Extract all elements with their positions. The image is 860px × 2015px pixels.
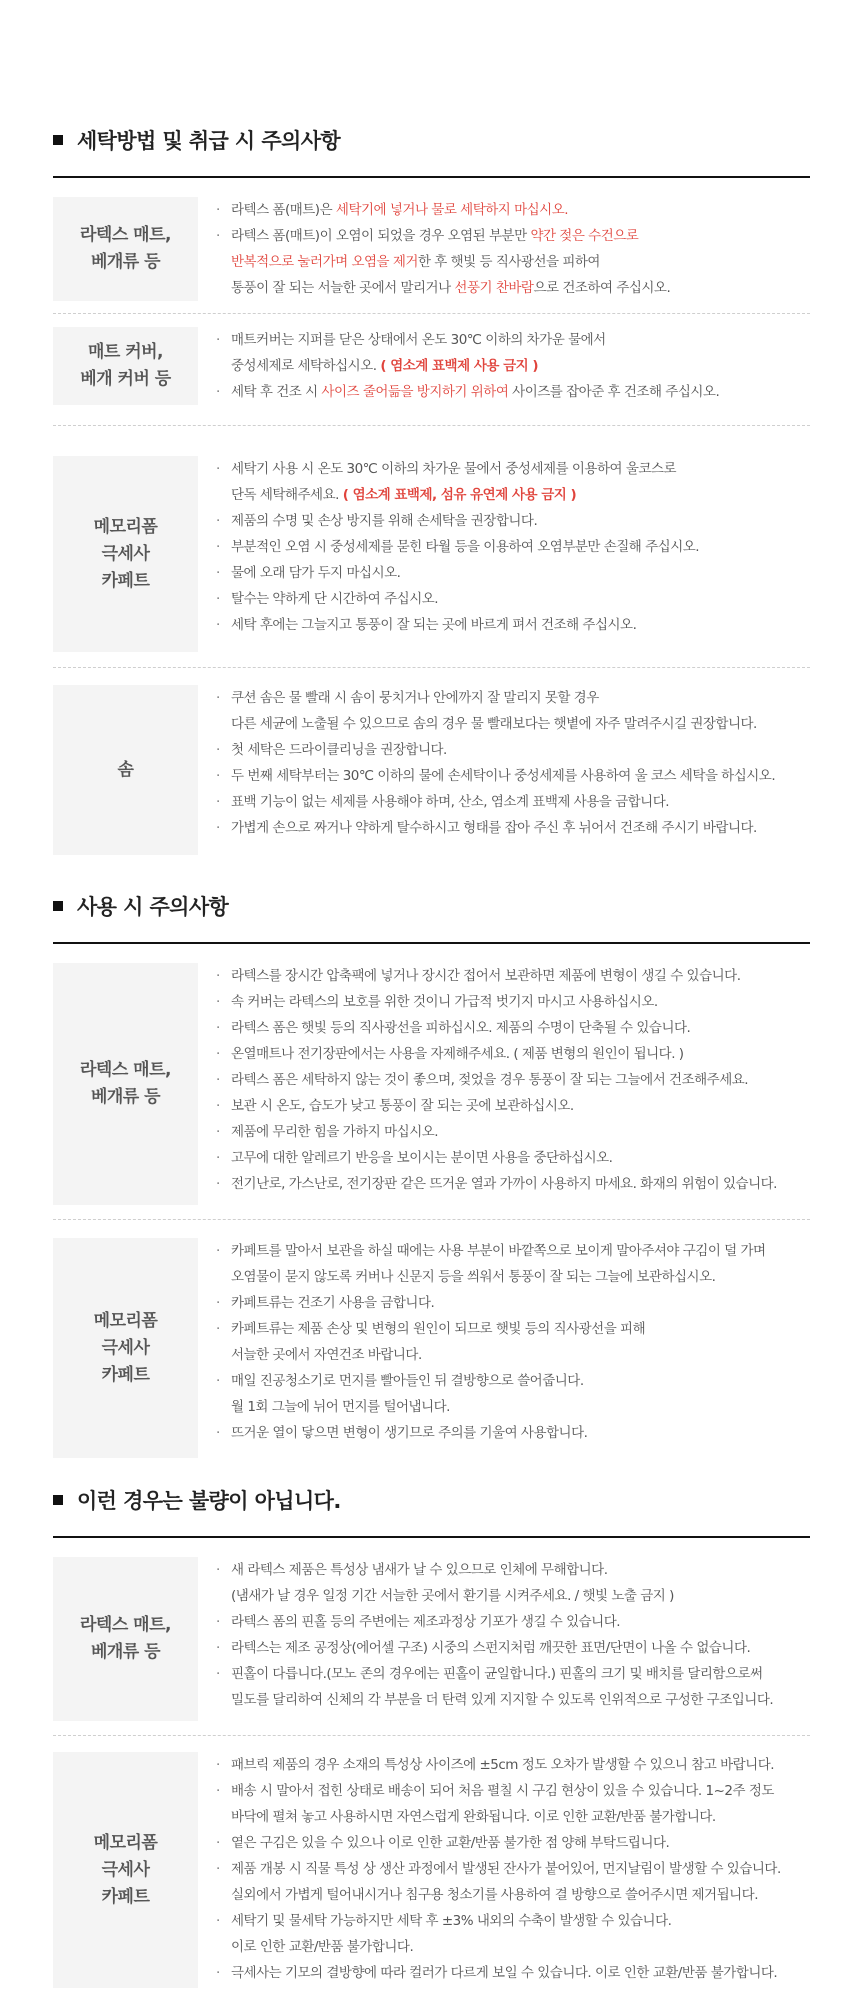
line-text-highlight: 선풍기 찬바람 bbox=[454, 280, 534, 296]
line-text: 첫 세탁은 드라이클리닝을 권장합니다. bbox=[231, 742, 447, 758]
line-text: 고무에 대한 알레르기 반응을 보이시는 분이면 사용을 중단하십시오. bbox=[231, 1150, 613, 1166]
dot-bullet-icon: · bbox=[216, 1861, 220, 1877]
line-text: 실외에서 가볍게 털어내시거나 침구용 청소기를 사용하여 결 방향으로 쓸어주시면 제거됩니다. bbox=[231, 1887, 759, 1903]
line-text: 제품의 수명 및 손상 방지를 위해 손세탁을 권장합니다. bbox=[231, 513, 538, 529]
line-text: 이로 인한 교환/반품 불가합니다. bbox=[231, 1939, 414, 1955]
dot-bullet-icon: · bbox=[216, 1124, 220, 1140]
dot-bullet-icon: · bbox=[216, 1835, 220, 1851]
section-title-text: 사용 시 주의사항 bbox=[77, 895, 229, 919]
dot-bullet-icon: · bbox=[216, 1176, 220, 1192]
category-label: 라텍스 매트, 베개류 등 bbox=[80, 1060, 171, 1107]
dot-bullet-icon: · bbox=[216, 820, 220, 836]
line-text: 서늘한 곳에서 자연건조 바랍니다. bbox=[231, 1347, 422, 1363]
line-text: 패브릭 제품의 경우 소재의 특성상 사이즈에 ±5cm 정도 오차가 발생할 수 있으니 참고 바랍니다. bbox=[231, 1757, 775, 1773]
square-bullet-icon bbox=[53, 901, 63, 911]
line-text: 매트커버는 지퍼를 닫은 상태에서 온도 30℃ 이하의 차가운 물에서 bbox=[231, 332, 606, 348]
line-text-highlight: ( 염소계 표백제 사용 금지 ) bbox=[380, 358, 539, 374]
line-text-highlight: 사이즈 줄어듦을 방지하기 위하여 bbox=[321, 384, 509, 400]
line-text: 카페트류는 제품 손상 및 변형의 원인이 되므로 햇빛 등의 직사광선을 피해 bbox=[231, 1321, 646, 1337]
dot-bullet-icon: · bbox=[216, 1666, 220, 1682]
dot-bullet-icon: · bbox=[216, 384, 220, 400]
line-text: 세탁 후 건조 시 bbox=[231, 384, 322, 400]
dot-bullet-icon: · bbox=[216, 1614, 220, 1630]
line-text: 탈수는 약하게 단 시간하여 주십시오. bbox=[231, 591, 439, 607]
dot-bullet-icon: · bbox=[216, 1020, 220, 1036]
line-text: 뜨거운 열이 닿으면 변형이 생기므로 주의를 기울여 사용합니다. bbox=[231, 1425, 588, 1441]
line-text: 옅은 구김은 있을 수 있으나 이로 인한 교환/반품 불가한 점 양해 부탁드립니다. bbox=[231, 1835, 670, 1851]
category-label: 라텍스 매트, 베개류 등 bbox=[80, 1615, 171, 1662]
line-text: 중성세제로 세탁하십시오. bbox=[231, 358, 381, 374]
dot-bullet-icon: · bbox=[216, 1783, 220, 1799]
dot-bullet-icon: · bbox=[216, 1425, 220, 1441]
dot-bullet-icon: · bbox=[216, 1046, 220, 1062]
line-text: 제품에 무리한 힘을 가하지 마십시오. bbox=[231, 1124, 439, 1140]
line-text: 제품 개봉 시 직물 특성 상 생산 과정에서 발생된 잔사가 붙어있어, 먼지날림이 발생할 수 있습니다. bbox=[231, 1861, 781, 1877]
square-bullet-icon bbox=[53, 135, 63, 145]
line-text: 쿠션 솜은 물 빨래 시 솜이 뭉치거나 안에까지 잘 말리지 못할 경우 bbox=[231, 690, 599, 706]
line-text: 오염물이 묻지 않도록 커버나 신문지 등을 씌워서 통풍이 잘 되는 그늘에 보관하십시오. bbox=[231, 1269, 716, 1285]
dot-bullet-icon: · bbox=[216, 1243, 220, 1259]
line-text: 라텍스 폼은 세탁하지 않는 것이 좋으며, 젖었을 경우 통풍이 잘 되는 그늘에서 건조해주세요. bbox=[231, 1072, 749, 1088]
dot-bullet-icon: · bbox=[216, 461, 220, 477]
dot-bullet-icon: · bbox=[216, 228, 220, 244]
category-label-box bbox=[53, 685, 198, 855]
dot-bullet-icon: · bbox=[216, 690, 220, 706]
category-label-box bbox=[53, 1238, 198, 1458]
dashed-divider bbox=[53, 425, 810, 426]
dot-bullet-icon: · bbox=[216, 1562, 220, 1578]
category-label-box bbox=[53, 1557, 198, 1721]
line-text: 속 커버는 라텍스의 보호를 위한 것이니 가급적 벗기지 마시고 사용하십시오. bbox=[231, 994, 658, 1010]
dashed-divider bbox=[53, 313, 810, 314]
category-label: 라텍스 매트, 베개류 등 bbox=[80, 225, 171, 272]
dot-bullet-icon: · bbox=[216, 1757, 220, 1773]
line-text: 부분적인 오염 시 중성세제를 묻힌 타월 등을 이용하여 오염부분만 손질해 주십시오. bbox=[231, 539, 700, 555]
line-text: 세탁기 사용 시 온도 30℃ 이하의 차가운 물에서 중성세제를 이용하여 울코스로 bbox=[231, 461, 676, 477]
line-text: 극세사는 기모의 결방향에 따라 컬러가 다르게 보일 수 있습니다. 이로 인한 교환/반품 불가합니다. bbox=[231, 1965, 778, 1981]
category-label-box bbox=[53, 197, 198, 301]
line-text: 라텍스는 제조 공정상(에어셀 구조) 시중의 스펀지처럼 깨끗한 표면/단면이 나올 수 없습니다. bbox=[231, 1640, 751, 1656]
dot-bullet-icon: · bbox=[216, 1321, 220, 1337]
line-text: 물에 오래 담가 두지 마십시오. bbox=[231, 565, 401, 581]
section-title bbox=[53, 1480, 810, 1520]
dot-bullet-icon: · bbox=[216, 994, 220, 1010]
dashed-divider bbox=[53, 667, 810, 668]
dot-bullet-icon: · bbox=[216, 1072, 220, 1088]
dashed-divider bbox=[53, 1219, 810, 1220]
section-title-text: 세탁방법 및 취급 시 주의사항 bbox=[77, 129, 341, 153]
line-text: 밀도를 달리하여 신체의 각 부분을 더 탄력 있게 지지할 수 있도록 인위적으로 구성한 구조입니다. bbox=[231, 1692, 774, 1708]
line-text: 라텍스 폼(매트)이 오염이 되었을 경우 오염된 부분만 bbox=[231, 228, 531, 244]
category-label-box bbox=[53, 1752, 198, 1988]
line-text: 통풍이 잘 되는 서늘한 곳에서 말리거나 bbox=[231, 280, 455, 296]
section-title bbox=[53, 120, 810, 160]
category-label: 메모리폼 극세사 카페트 bbox=[93, 1832, 158, 1907]
line-text: 다른 세균에 노출될 수 있으므로 솜의 경우 물 빨래보다는 햇볕에 자주 말려주시길 권장합니다. bbox=[231, 716, 757, 732]
category-label-box bbox=[53, 963, 198, 1205]
section-rule bbox=[53, 1536, 810, 1538]
line-text: 세탁기 및 물세탁 가능하지만 세탁 후 ±3% 내외의 수축이 발생할 수 있습니다. bbox=[231, 1913, 672, 1929]
line-text: 한 후 햇빛 등 직사광선을 피하여 bbox=[417, 254, 600, 270]
line-text: 으로 건조하여 주십시오. bbox=[533, 280, 671, 296]
line-text: 바닥에 펼쳐 놓고 사용하시면 자연스럽게 완화됩니다. 이로 인한 교환/반품 불가합니다. bbox=[231, 1809, 716, 1825]
category-label: 메모리폼 극세사 카페트 bbox=[93, 516, 158, 591]
category-label: 메모리폼 극세사 카페트 bbox=[93, 1310, 158, 1385]
line-text: 두 번째 세탁부터는 30℃ 이하의 물에 손세탁이나 중성세제를 사용하여 울 코스 세탁을 하십시오. bbox=[231, 768, 776, 784]
category-label: 솜 bbox=[117, 759, 134, 780]
dot-bullet-icon: · bbox=[216, 513, 220, 529]
line-text: 전기난로, 가스난로, 전기장판 같은 뜨거운 열과 가까이 사용하지 마세요. 화재의 위험이 있습니다. bbox=[231, 1176, 777, 1192]
line-text: 가볍게 손으로 짜거나 약하게 탈수하시고 형태를 잡아 주신 후 뉘어서 건조해 주시기 바랍니다. bbox=[231, 820, 757, 836]
dot-bullet-icon: · bbox=[216, 768, 220, 784]
dot-bullet-icon: · bbox=[216, 1965, 220, 1981]
dot-bullet-icon: · bbox=[216, 539, 220, 555]
dot-bullet-icon: · bbox=[216, 591, 220, 607]
dot-bullet-icon: · bbox=[216, 1098, 220, 1114]
dot-bullet-icon: · bbox=[216, 617, 220, 633]
line-text-highlight: 세탁기에 넣거나 물로 세탁하지 마십시오. bbox=[335, 202, 569, 218]
line-text: 표백 기능이 없는 세제를 사용해야 하며, 산소, 염소계 표백제 사용을 금합니다. bbox=[231, 794, 670, 810]
dot-bullet-icon: · bbox=[216, 742, 220, 758]
line-text-highlight: 반복적으로 눌러가며 오염을 제거 bbox=[231, 254, 418, 270]
line-text-highlight: ( 염소계 표백제, 섬유 유연제 사용 금지 ) bbox=[342, 487, 577, 503]
dot-bullet-icon: · bbox=[216, 332, 220, 348]
category-label-box bbox=[53, 327, 198, 405]
section-rule bbox=[53, 942, 810, 944]
line-text: 새 라텍스 제품은 특성상 냄새가 날 수 있으므로 인체에 무해합니다. bbox=[231, 1562, 608, 1578]
line-text: 배송 시 말아서 접힌 상태로 배송이 되어 처음 펼칠 시 구김 현상이 있을 수 있습니다. 1~2주 정도 bbox=[231, 1783, 774, 1799]
line-text: 라텍스 폼(매트)은 bbox=[231, 202, 336, 218]
line-text: 카페트류는 건조기 사용을 금합니다. bbox=[231, 1295, 435, 1311]
dot-bullet-icon: · bbox=[216, 202, 220, 218]
category-label-box bbox=[53, 456, 198, 652]
square-bullet-icon bbox=[53, 1495, 63, 1505]
line-text: 라텍스 폼은 햇빛 등의 직사광선을 피하십시오. 제품의 수명이 단축될 수 있습니다. bbox=[231, 1020, 691, 1036]
dot-bullet-icon: · bbox=[216, 794, 220, 810]
category-label: 매트 커버, 베개 커버 등 bbox=[80, 342, 171, 389]
dot-bullet-icon: · bbox=[216, 1640, 220, 1656]
dot-bullet-icon: · bbox=[216, 1150, 220, 1166]
section-title bbox=[53, 886, 810, 926]
line-text: 온열매트나 전기장판에서는 사용을 자제해주세요. ( 제품 변형의 원인이 됩니다. ) bbox=[231, 1046, 684, 1062]
dot-bullet-icon: · bbox=[216, 1913, 220, 1929]
line-text: 매일 진공청소기로 먼지를 빨아들인 뒤 결방향으로 쓸어줍니다. bbox=[231, 1373, 584, 1389]
line-text: 라텍스를 장시간 압축팩에 넣거나 장시간 접어서 보관하면 제품에 변형이 생길 수 있습니다. bbox=[231, 968, 741, 984]
section-rule bbox=[53, 176, 810, 178]
line-text: 월 1회 그늘에 뉘어 먼지를 털어냅니다. bbox=[231, 1399, 450, 1415]
line-text: 보관 시 온도, 습도가 낮고 통풍이 잘 되는 곳에 보관하십시오. bbox=[231, 1098, 574, 1114]
dot-bullet-icon: · bbox=[216, 565, 220, 581]
section-title-text: 이런 경우는 불량이 아닙니다. bbox=[77, 1489, 341, 1513]
line-text-highlight: 약간 젖은 수건으로 bbox=[530, 228, 639, 244]
line-text: 사이즈를 잡아준 후 건조해 주십시오. bbox=[508, 384, 720, 400]
line-text: 카페트를 말아서 보관을 하실 때에는 사용 부분이 바깥쪽으로 보이게 말아주셔야 구김이 덜 가며 bbox=[231, 1243, 766, 1259]
line-text: 세탁 후에는 그늘지고 통풍이 잘 되는 곳에 바르게 펴서 건조해 주십시오. bbox=[231, 617, 637, 633]
dot-bullet-icon: · bbox=[216, 968, 220, 984]
line-text: 핀홀이 다릅니다.(모노 존의 경우에는 핀홀이 균일합니다.) 핀홀의 크기 및 배치를 달리함으로써 bbox=[231, 1666, 763, 1682]
line-text: 단독 세탁해주세요. bbox=[231, 487, 343, 503]
line-text: 라텍스 폼의 핀홀 등의 주변에는 제조과정상 기포가 생길 수 있습니다. bbox=[231, 1614, 621, 1630]
dot-bullet-icon: · bbox=[216, 1373, 220, 1389]
dot-bullet-icon: · bbox=[216, 1295, 220, 1311]
line-text: (냄새가 날 경우 일정 기간 서늘한 곳에서 환기를 시켜주세요. / 햇빛 노출 금지 ) bbox=[231, 1588, 674, 1604]
dashed-divider bbox=[53, 1735, 810, 1736]
